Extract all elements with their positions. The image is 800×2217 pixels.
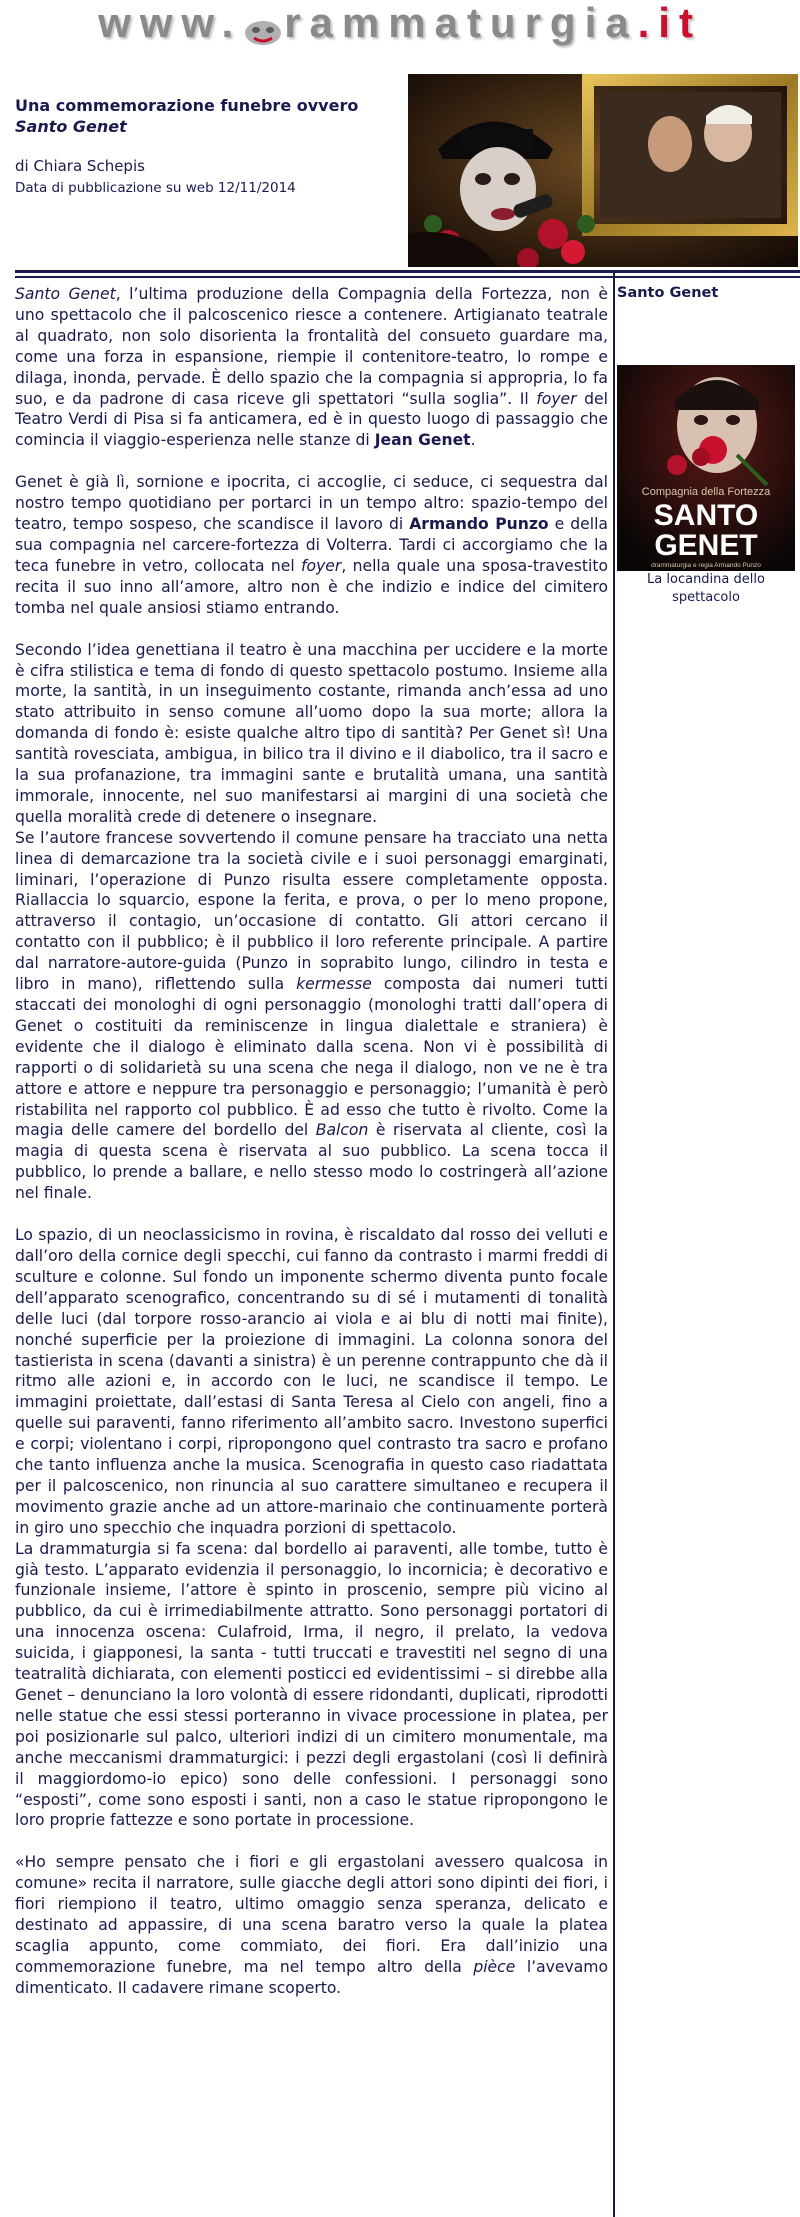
- bold-text: Armando Punzo: [409, 515, 549, 534]
- poster-company: Compagnia della Fortezza: [641, 486, 771, 498]
- text-run: «Ho sempre pensato che i fiori e gli ergastolani avessero qualcosa in comune» recita il narratore, sulle giacche degli attori sono dipinti dei fiori, i fiori riempiono il teatro, ultimo omaggio senza speranza, delicato e destinato ad appassire, di una scena baratro verso la quale la platea scaglia appunto, come commiato, dei fiori. Era dall’inizio una commemorazione funebre, ma nel tempo altro della: [15, 1853, 608, 1976]
- logo-wordmark: [98, 0, 702, 46]
- theatre-mask-icon: [242, 11, 284, 41]
- article-author: di Chiara Schepis: [15, 157, 145, 175]
- paragraph-3: Secondo l’idea genettiana il teatro è una macchina per uccidere e la morte è cifra stilistica e tema di fondo di questo spettacolo postumo. Insieme alla morte, la santità, in un inseguimento costante, rimanda anch’essa ad uno stato attribuito in senso comune all’uomo dopo la sua morte; allora la domanda di fondo è: esiste qualche altro tipo di santità? Per Genet sì! Una santità rovesciata, ambigua, in bilico tra il divino e il diabolico, tra il sacro e la sua profanazione, tra immagini sante e brutalità umana, una santità immorale, innocente, nel suo manifestarsi ai margini di una società che quella moralità crede di detenere o insegnare.: [15, 640, 608, 826]
- text-run: è riservata al cliente, così la magia di questa scena è riservata al suo pubblico. La scena tocca il pubblico, lo prende a ballare, e nello stesso modo lo costringerà all’azione nel finale.: [15, 1121, 608, 1203]
- text-run: .: [470, 431, 476, 450]
- text-run: del Teatro Verdi di Pisa si fa anticamera, ed è in questo luogo di passaggio che comincia il viaggio-esperienza nelle stanze di: [15, 389, 608, 450]
- text-run: e della sua compagnia nel carcere-fortezza di Volterra. Tardi ci accorgiamo che la teca funebre in vetro, collocata nel: [15, 515, 608, 575]
- article-title-main: Una commemorazione funebre ovvero: [15, 96, 359, 115]
- italic-text: kermesse: [296, 975, 372, 994]
- header-divider-bottom: [15, 276, 800, 278]
- italic-text: foyer: [301, 556, 342, 575]
- text-run: Se l’autore francese sovvertendo il comune pensare ha tracciato una netta linea di demarcazione tra la società civile e i suoi personaggi emarginati, liminari, l’operazione di Punzo risulta essere completamente opposta. Riallaccia lo squarcio, espone la ferita, e prova, o per lo meno propone, attraverso il contagio, un’occasione di contatto. Gli attori cercano il contatto con il pubblico; è il pubblico il loro referente principale. A partire dal narratore-autore-guida (Punzo in soprabito lungo, cilindro in testa e libro in mano), riflettendo sulla: [15, 828, 608, 994]
- poster-title-1: SANTO: [653, 499, 759, 532]
- paragraph-7: [15, 1852, 608, 1998]
- hero-photo-illustration: [408, 74, 798, 267]
- poster-illustration: [617, 365, 795, 571]
- site-logo[interactable]: [0, 0, 800, 52]
- article-title-italic: Santo Genet: [15, 117, 127, 136]
- column-divider: [613, 270, 615, 2217]
- italic-text: pièce: [473, 1957, 516, 1976]
- article-body: [15, 284, 608, 2020]
- header-divider-top: [15, 270, 800, 273]
- text-run: , nella quale una sposa-travestito recita il suo inno all’amore, altro non è che indizio e indice del cimitero tomba nel quale ansiosi stiamo entrando.: [15, 556, 608, 617]
- text-run: composta dai numeri tutti staccati dei monologhi di ogni personaggio (monologhi tratti dall’opera di Genet o costituiti da reminiscenze in lingua dialettale e straniera) è evidente che il dialogo è eliminato dalla scena. Non vi è possibilità di rapporti o di solidarietà su una scena che nega il dialogo, non ve ne è tra attore e attore e neppure tra personaggio e personaggio; l’umanità è però ristabilita nel rapporto col pubblico. È ad esso che tutto è rivolto. Come la magia delle camere del bordello del: [15, 975, 608, 1140]
- sidebar-title: Santo Genet: [617, 285, 719, 301]
- paragraph-2: [15, 472, 608, 618]
- text-run: Genet è già lì, sornione e ipocrita, ci accoglie, ci seduce, ci sequestra dal nostro tempo quotidiano per portarci in un tempo altro: spazio-tempo del teatro, tempo sospeso, che scandisce il lavoro di: [15, 473, 608, 534]
- paragraph-6: La drammaturgia si fa scena: dal bordello ai paraventi, alle tombe, tutto è già testo. L’apparato evidenzia il personaggio, lo incornicia; è decorativo e funzionale insieme, l’attore è spinto in proscenio, sempre più vicino al pubblico, da cui è irrimediabilmente attratto. Sono personaggi portatori di una innocenza oscena: Culafroid, Irma, il negro, il prelato, la vedova suicida, i giapponesi, la santa - tutti truccati e travestiti nel segno di una teatralità dichiarata, con elementi posticci ed evidentissimi – si direbbe alla Genet – denunciano la loro volontà di essere ridondanti, duplicati, riprodotti nelle statue che essi stessi porteranno in vivace processione in platea, per poi posizionarle sul palco, ulteriori indizi di un cimitero monumentale, ma anche meccanismi drammaturgici: i pezzi degli ergastolani (così li definirà il maggiordomo-io epico) sono delle confessioni. I personaggi sono “esposti”, come sono esposti i santi, non a caso le statue ripropongono le loro proprie fattezze e sono portate in processione.: [15, 1539, 608, 1830]
- paragraph-1: [15, 284, 608, 451]
- italic-text: Balcon: [315, 1121, 369, 1140]
- text-run: l’avevamo dimenticato. Il cadavere rimane scoperto.: [15, 1957, 608, 1997]
- text-run: , l’ultima produzione della Compagnia della Fortezza, non è uno spettacolo che il palcoscenico riesce a contenere. Artigianato teatrale al quadrato, non solo disorienta la frontalità del consueto guardare ma, come una forza in espansione, riempie il contenitore-teatro, lo rompe e dilaga, inonda, pervade. È dello spazio che la compagnia si appropria, lo fa suo, e da padrone di casa riceve gli spettatori “sulla soglia”. Il: [15, 285, 608, 408]
- publication-date: Data di pubblicazione su web 12/11/2014: [15, 180, 296, 196]
- bold-text: Jean Genet: [374, 431, 471, 450]
- paragraph-5: Lo spazio, di un neoclassicismo in rovina, è riscaldato dal rosso dei velluti e dall’oro della cornice degli specchi, cui fanno da contrasto i marmi freddi di sculture e colonne. Sul fondo un imponente schermo diventa punto focale dell’apparato scenografico, concentrando su di sé i mutamenti di tonalità delle luci (dal torpore rosso-arancio ai viola e ai blu di notti mai finite), nonché superficie per la proiezione di immagini. La colonna sonora del tastierista in scena (davanti a sinistra) è un perenne contrappunto che dà il ritmo alle azioni e, in accordo con le luci, ne scandisce il tempo. Le immagini proiettate, dall’estasi di Santa Teresa al Cielo con angeli, fino a quelle sui paraventi, fanno riferimento all’ambito sacro. Investono superfici e corpi; violentano i corpi, ripropongono quel contrasto tra sacro e profano che tanto influenza anche la musica. Scenografia in questo caso riadattata per il palcoscenico, non rinuncia al suo carattere simultaneo e recupera il movimento grazie anche ad un attore-marinaio che continuamente porterà in giro uno specchio che inquadra porzioni di spettacolo.: [15, 1226, 608, 1537]
- poster-credit: drammaturgia e regia Armando Punzo: [651, 562, 761, 569]
- logo-name: rammaturgia: [284, 0, 638, 46]
- italic-text: Santo Genet: [15, 285, 116, 303]
- article-title: [15, 95, 395, 137]
- poster-caption: La locandina dello spettacolo: [647, 572, 765, 605]
- paragraph-4: [15, 828, 608, 1204]
- logo-suffix: .it: [637, 0, 702, 46]
- hero-photo: [408, 74, 798, 267]
- italic-text: foyer: [536, 389, 577, 408]
- logo-prefix: www.: [98, 0, 243, 46]
- poster-image[interactable]: [617, 365, 795, 571]
- poster-title-2: GENET: [654, 529, 758, 562]
